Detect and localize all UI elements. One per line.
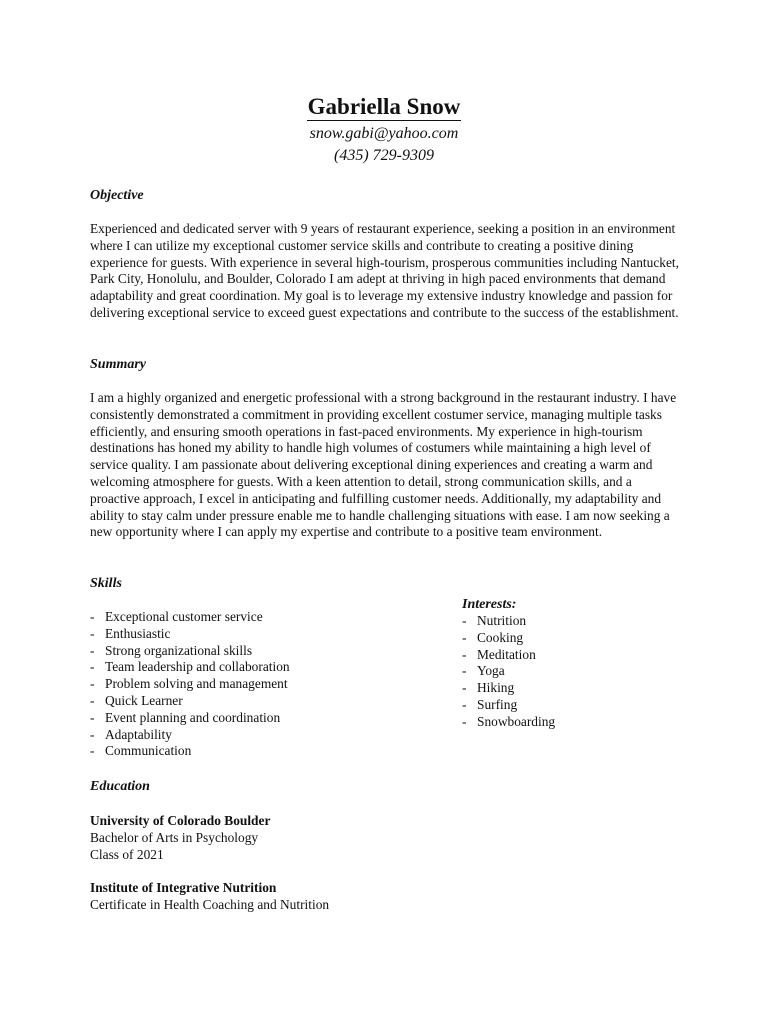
interests-list (462, 613, 555, 731)
dash-bullet: - (90, 692, 95, 708)
interest-label: Nutrition (477, 613, 527, 628)
skills-list (90, 609, 290, 760)
list-item (462, 680, 555, 697)
skill-label: Strong organizational skills (105, 642, 253, 658)
list-item (90, 693, 290, 710)
skill-label: Communication (105, 743, 192, 759)
education-entry (90, 812, 270, 863)
list-item (90, 743, 290, 760)
list-item (462, 697, 555, 714)
summary-heading: Summary (90, 357, 147, 372)
skill-label: Exceptional customer service (105, 609, 263, 624)
interest-label: Surfing (477, 696, 518, 712)
phone-number: (435) 729-9309 (334, 147, 434, 164)
dash-bullet: - (90, 625, 95, 641)
dash-bullet: - (90, 676, 95, 692)
dash-bullet: - (462, 646, 467, 662)
candidate-name: Gabriella Snow (307, 94, 461, 119)
education-entry (90, 879, 329, 913)
list-item (462, 714, 555, 731)
interest-label: Yoga (477, 663, 505, 679)
degree: Certificate in Health Coaching and Nutrition (90, 897, 330, 912)
interest-label: Hiking (477, 680, 515, 696)
list-item (462, 647, 555, 664)
school-name: Institute of Integrative Nutrition (90, 880, 277, 895)
list-item (462, 663, 555, 680)
dash-bullet: - (462, 713, 467, 729)
resume-header (0, 94, 768, 167)
skill-label: Adaptability (105, 726, 172, 742)
email-address: snow.gabi@yahoo.com (309, 125, 459, 142)
dash-bullet: - (462, 613, 467, 628)
degree: Bachelor of Arts in Psychology (90, 830, 259, 845)
dash-bullet: - (462, 663, 467, 679)
education-heading: Education (90, 779, 150, 794)
objective-heading: Objective (90, 188, 144, 203)
list-item (90, 727, 290, 744)
interest-label: Snowboarding (477, 713, 556, 729)
list-item (90, 710, 290, 727)
list-item (90, 676, 290, 693)
dash-bullet: - (90, 609, 95, 624)
dash-bullet: - (462, 696, 467, 712)
interest-label: Meditation (477, 646, 536, 662)
interest-label: Cooking (477, 629, 524, 645)
summary-text: I am a highly organized and energetic professional with a strong background in the restaurant industry. I have consistently demonstrated a commitment in providing excellent costumer service, managing multiple tasks efficiently, and ensuring smooth operations in fast-paced environments. My experience in high-tourism destinations has honed my ability to handle high volumes of costumers while maintaining a high level of service quality. I am passionate about delivering exceptional dining experiences and creating a warm and welcoming atmosphere for guests. With a keen attention to detail, strong communication skills, and a proactive approach, I excel in anticipating and fulfilling customer needs. Additionally, my adaptability and ability to stay calm under pressure enable me to handle challenging situations with ease. I am now seeking a new opportunity where I can apply my expertise and contribute to a positive team environment. (90, 390, 677, 540)
skill-label: Quick Learner (105, 692, 183, 708)
school-name: University of Colorado Boulder (90, 813, 271, 828)
interests-heading: Interests: (462, 597, 517, 612)
list-item (90, 643, 290, 660)
skill-label: Enthusiastic (105, 625, 171, 641)
list-item (462, 630, 555, 647)
objective-text: Experienced and dedicated server with 9 years of restaurant experience, seeking a position in an environment where I can utilize my exceptional customer service skills and contribute to creating a positive dining experience for guests. With experience in several high-tourism, prosperous communities including Nantucket, Park City, Honolulu, and Boulder, Colorado I am adept at thriving in high paced environments that demand adaptability and great coordination. My goal is to leverage my extensive industry knowledge and passion for delivering exceptional service to exceed guest expectations and contribute to the success of the establishment. (90, 221, 679, 320)
dash-bullet: - (90, 709, 95, 725)
dash-bullet: - (90, 726, 95, 742)
dash-bullet: - (90, 642, 95, 658)
list-item (90, 659, 290, 676)
graduation-year: Class of 2021 (90, 847, 164, 862)
list-item (462, 613, 555, 630)
dash-bullet: - (462, 629, 467, 645)
dash-bullet: - (90, 743, 95, 759)
list-item (90, 609, 290, 626)
dash-bullet: - (90, 659, 95, 675)
dash-bullet: - (462, 680, 467, 696)
skill-label: Problem solving and management (105, 676, 288, 692)
skill-label: Team leadership and collaboration (105, 659, 290, 675)
skills-heading: Skills (90, 576, 122, 591)
skill-label: Event planning and coordination (105, 709, 281, 725)
list-item (90, 626, 290, 643)
